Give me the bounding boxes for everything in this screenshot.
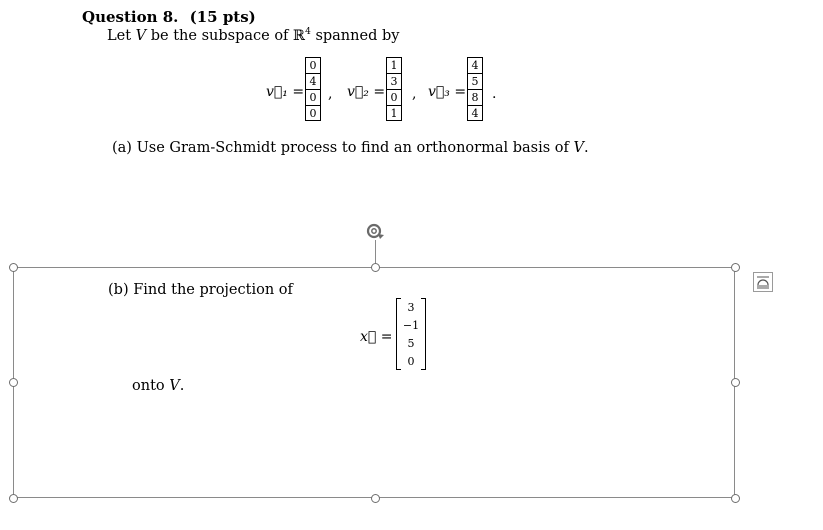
v3-entry: 4 <box>468 105 482 121</box>
resize-handle-bottom-left[interactable] <box>9 494 18 503</box>
part-b: (b) Find the projection of <box>108 282 293 298</box>
intro-v: V <box>135 27 147 44</box>
selected-text-box[interactable] <box>13 267 735 498</box>
resize-handle-left[interactable] <box>9 378 18 387</box>
rotate-handle-icon[interactable] <box>365 221 385 241</box>
resize-handle-right[interactable] <box>731 378 740 387</box>
onto-v: V <box>169 378 180 394</box>
x-entry: −1 <box>402 318 420 332</box>
part-a-v: V <box>573 140 584 156</box>
v3-entry: 8 <box>468 89 482 105</box>
resize-handle-bottom[interactable] <box>371 494 380 503</box>
onto-text: onto <box>132 378 165 394</box>
intro-prefix: Let <box>107 27 132 44</box>
part-a-end: . <box>583 140 589 156</box>
v1-entry: 0 <box>306 105 320 121</box>
v3-vector <box>468 57 482 121</box>
v1-entry: 0 <box>306 89 320 105</box>
v1-entry: 0 <box>309 59 317 72</box>
x-entry: 3 <box>407 300 415 314</box>
intro-middle: be the subspace of <box>150 27 289 44</box>
v1-label: v⃗₁ = <box>266 84 305 100</box>
v2-label: v⃗₂ = <box>347 84 386 100</box>
v3-entry: 5 <box>468 73 482 89</box>
v2-entry: 1 <box>390 59 398 72</box>
layout-options-button[interactable] <box>753 272 773 292</box>
question-points: (15 pts) <box>189 8 256 26</box>
question-intro <box>107 27 399 44</box>
v2-entry: 0 <box>387 89 401 105</box>
resize-handle-top-left[interactable] <box>9 263 18 272</box>
v1-vector <box>306 57 320 121</box>
v2-entry: 3 <box>387 73 401 89</box>
resize-handle-top[interactable] <box>371 263 380 272</box>
x-vector <box>396 298 426 370</box>
part-b-onto <box>132 378 184 394</box>
period: . <box>492 86 497 102</box>
v3-label: v⃗₃ = <box>428 84 467 100</box>
onto-end: . <box>179 378 185 394</box>
comma: , <box>412 86 417 102</box>
v2-entry: 1 <box>387 105 401 121</box>
intro-r: ℝ <box>293 27 306 44</box>
question-heading <box>82 8 256 26</box>
resize-handle-bottom-right[interactable] <box>731 494 740 503</box>
x-entry: 0 <box>407 354 415 368</box>
v1-entry: 4 <box>306 73 320 89</box>
x-label: x⃗ = <box>360 329 393 345</box>
part-a <box>112 140 589 156</box>
x-entry: 5 <box>407 336 415 350</box>
intro-suffix: spanned by <box>315 27 400 44</box>
v2-vector <box>387 57 401 121</box>
question-title: Question 8. <box>82 8 179 26</box>
layout-options-icon <box>754 273 772 291</box>
part-a-text: (a) Use Gram-Schmidt process to find an orthonormal basis of <box>112 140 569 156</box>
comma: , <box>328 86 333 102</box>
v3-entry: 4 <box>471 59 479 72</box>
intro-exp: 4 <box>305 27 311 37</box>
resize-handle-top-right[interactable] <box>731 263 740 272</box>
